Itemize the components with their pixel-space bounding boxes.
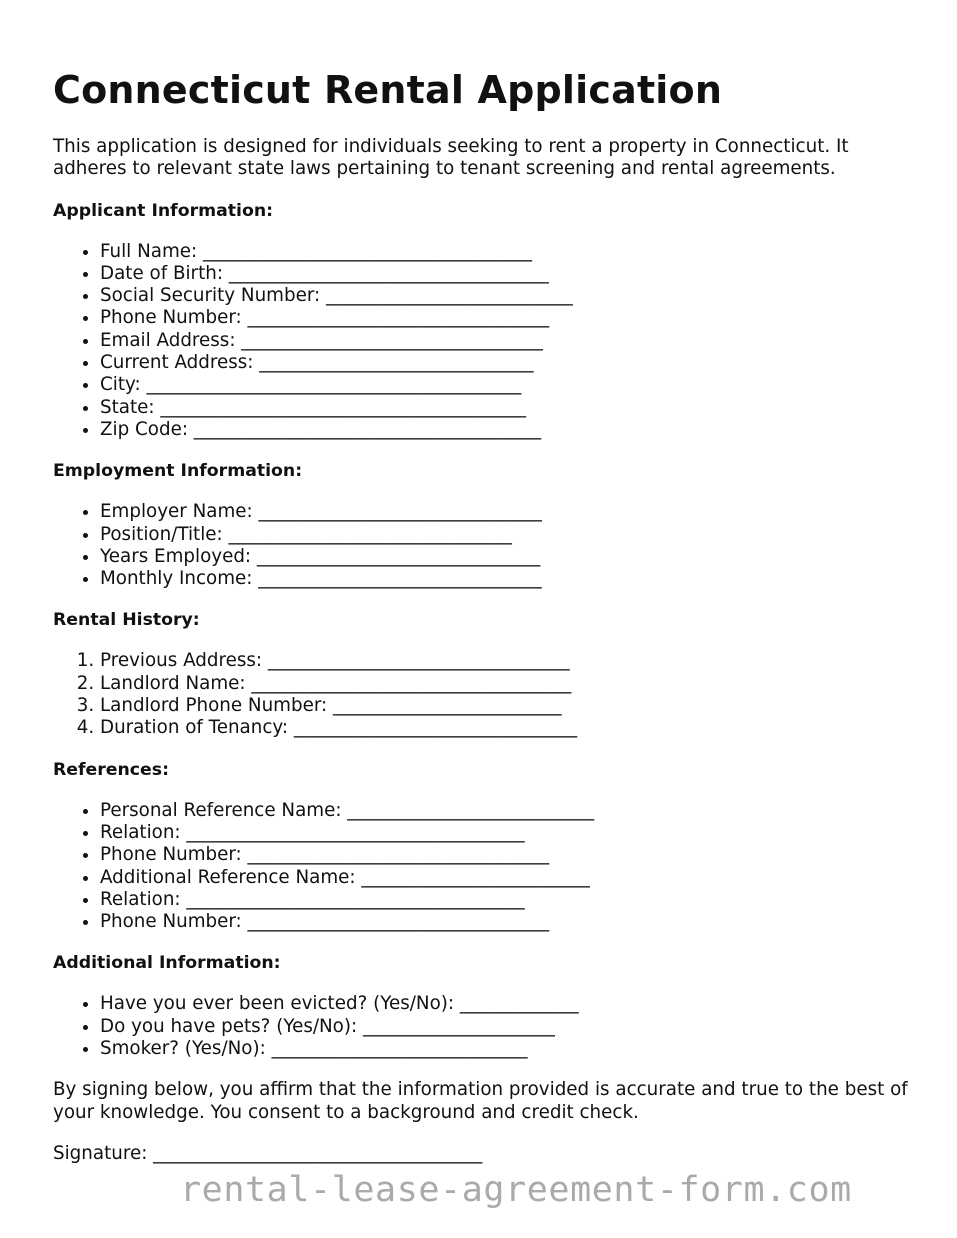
- applicant-ssn-field[interactable]: • Social Security Number: ___________________________: [100, 285, 913, 307]
- applicant-email-field[interactable]: • Email Address: _________________________________: [100, 330, 913, 352]
- employer-name-field[interactable]: • Employer Name: _______________________________: [100, 501, 913, 523]
- additional-list: [53, 993, 913, 1060]
- consent-paragraph: By signing below, you affirm that the information provided is accurate and true to the best of your knowledge. You consent to a background and credit check.: [53, 1079, 908, 1123]
- signature-field[interactable]: Signature: ____________________________________: [53, 1142, 483, 1164]
- personal-reference-phone-field[interactable]: • Phone Number: _________________________________: [100, 844, 913, 866]
- additional-reference-phone-field[interactable]: • Phone Number: _________________________________: [100, 911, 913, 933]
- page-title: Connecticut Rental Application: [53, 68, 723, 112]
- applicant-phone-field[interactable]: • Phone Number: _________________________________: [100, 307, 913, 329]
- additional-reference-name-field[interactable]: • Additional Reference Name: _________________________: [100, 867, 913, 889]
- additional-reference-relation-field[interactable]: • Relation: _____________________________________: [100, 889, 913, 911]
- applicant-city-field[interactable]: • City: _________________________________________: [100, 374, 913, 396]
- applicant-zip-field[interactable]: • Zip Code: ______________________________________: [100, 419, 913, 441]
- additional-heading: Additional Information:: [53, 953, 281, 974]
- references-heading: References:: [53, 759, 169, 780]
- evicted-field[interactable]: • Have you ever been evicted? (Yes/No): _____________: [100, 993, 913, 1015]
- landlord-phone-field[interactable]: 3. Landlord Phone Number: _________________________: [100, 695, 913, 717]
- applicant-state-field[interactable]: • State: ________________________________________: [100, 397, 913, 419]
- references-list: [53, 800, 913, 934]
- landlord-name-field[interactable]: 2. Landlord Name: ___________________________________: [100, 673, 913, 695]
- rental-history-heading: Rental History:: [53, 610, 200, 631]
- document: [53, 66, 913, 1165]
- personal-reference-relation-field[interactable]: • Relation: _____________________________________: [100, 822, 913, 844]
- applicant-heading: Applicant Information:: [53, 200, 274, 221]
- tenancy-duration-field[interactable]: 4. Duration of Tenancy: _______________________________: [100, 717, 913, 739]
- previous-address-field[interactable]: 1. Previous Address: _________________________________: [100, 650, 913, 672]
- position-title-field[interactable]: • Position/Title: _______________________________: [100, 524, 913, 546]
- employment-heading: Employment Information:: [53, 461, 303, 482]
- smoker-field[interactable]: • Smoker? (Yes/No): ____________________________: [100, 1038, 913, 1060]
- applicant-list: [53, 241, 913, 442]
- monthly-income-field[interactable]: • Monthly Income: _______________________________: [100, 568, 913, 590]
- rental-history-list: [53, 650, 913, 739]
- intro-paragraph: This application is designed for individuals seeking to rent a property in Connecticut. It adheres to relevant state laws pertaining to tenant screening and rental agreements.: [53, 136, 849, 180]
- applicant-address-field[interactable]: • Current Address: ______________________________: [100, 352, 913, 374]
- pets-field[interactable]: • Do you have pets? (Yes/No): _____________________: [100, 1016, 913, 1038]
- personal-reference-name-field[interactable]: • Personal Reference Name: ___________________________: [100, 800, 913, 822]
- watermark: rental-lease-agreement-form.com: [180, 1170, 852, 1210]
- applicant-dob-field[interactable]: • Date of Birth: ___________________________________: [100, 263, 913, 285]
- employment-list: [53, 501, 913, 590]
- applicant-full-name-field[interactable]: • Full Name: ____________________________________: [100, 241, 913, 263]
- years-employed-field[interactable]: • Years Employed: _______________________________: [100, 546, 913, 568]
